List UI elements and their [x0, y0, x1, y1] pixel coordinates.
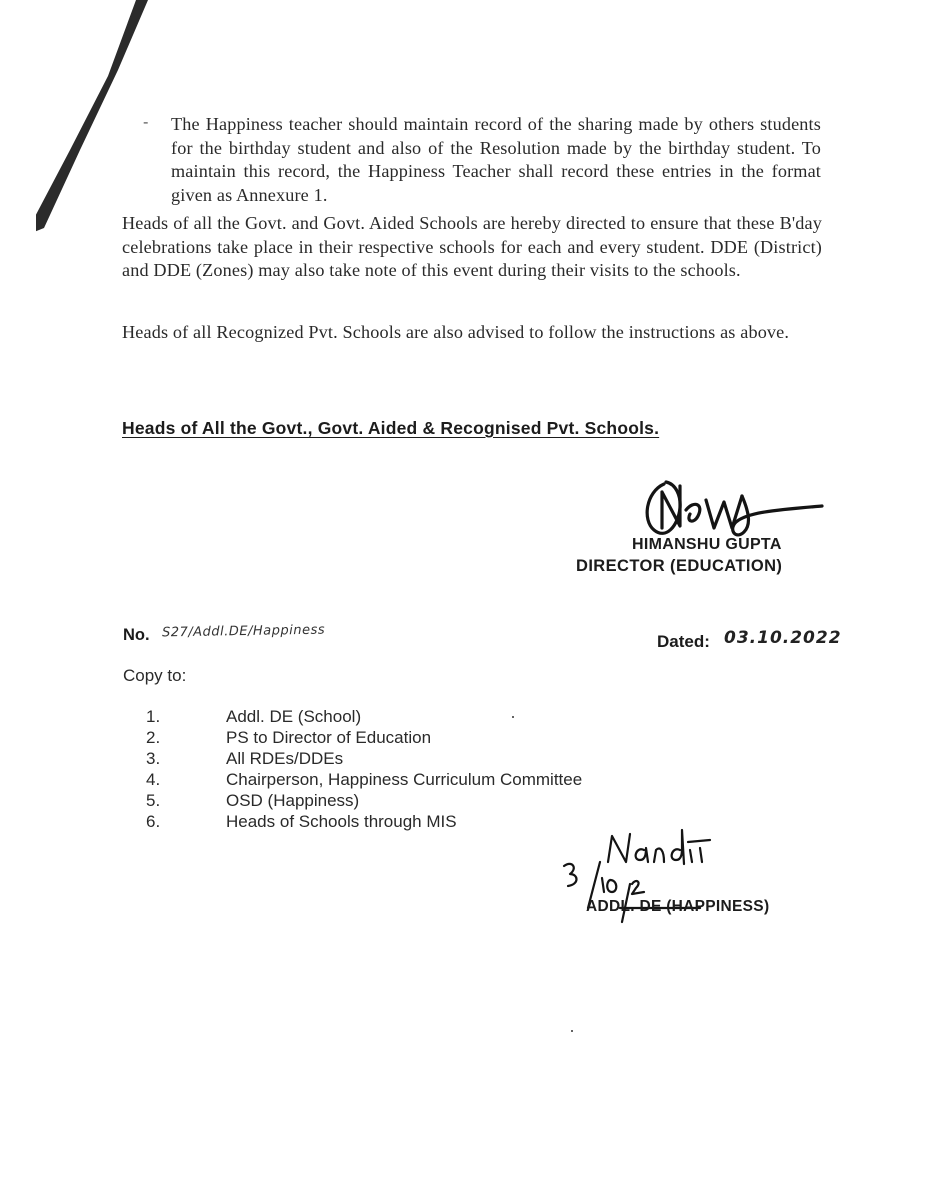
dated-value: 03.10.2022 [724, 628, 842, 648]
copy-list-text: Chairperson, Happiness Curriculum Committee [226, 770, 583, 789]
copy-list-text: OSD (Happiness) [226, 791, 360, 810]
copy-list-text: All RDEs/DDEs [226, 749, 344, 768]
signatory-name: HIMANSHU GUPTA [632, 536, 782, 553]
copy-list-number: 6. [146, 812, 161, 831]
bullet-dash: - [143, 112, 149, 131]
copy-list-number: 1. [146, 707, 161, 726]
addressee-heading: Heads of All the Govt., Govt. Aided & Recognised Pvt. Schools. [122, 418, 660, 438]
addl-de-signature [560, 826, 730, 936]
reference-number: S27/Addl.DE/Happiness [161, 622, 326, 641]
copy-list-number: 2. [146, 728, 161, 747]
second-signatory-title: ADDL. DE (HAPPINESS) [586, 898, 770, 915]
copy-list-text: Heads of Schools through MIS [226, 812, 457, 831]
copy-to-label: Copy to: [123, 666, 187, 685]
bullet-paragraph: The Happiness teacher should maintain record of the sharing made by others students for the birthday student and also of the Resolution made by the birthday student. To maintain this record, the Happiness Teacher shall record these entries in the format given as Annexure 1. [171, 114, 821, 205]
number-label: No. [123, 626, 150, 644]
paragraph-heads-govt: Heads of all the Govt. and Govt. Aided Schools are hereby directed to ensure that these B'day celebrations take place in their respective schools for each and every student. DDE (District) and DDE (Zones) may also take note of this event during their visits to the schools. [122, 213, 822, 280]
copy-list-text: Addl. DE (School) [226, 707, 362, 726]
copy-list-item [146, 707, 686, 728]
copy-list-item [146, 728, 686, 749]
copy-list-item [146, 749, 686, 770]
signatory-title: DIRECTOR (EDUCATION) [576, 557, 783, 575]
copy-list-text: PS to Director of Education [226, 728, 432, 747]
copy-list-number: 3. [146, 749, 161, 768]
scan-speck [512, 716, 514, 718]
page-fold-shadow [0, 0, 160, 240]
paragraph-heads-pvt: Heads of all Recognized Pvt. Schools are also advised to follow the instructions as above. [122, 322, 790, 342]
copy-list-number: 4. [146, 770, 161, 789]
copy-list [146, 707, 686, 833]
scan-speck [571, 1030, 573, 1032]
dated-label: Dated: [657, 632, 710, 651]
copy-list-item [146, 770, 686, 791]
copy-list-item [146, 791, 686, 812]
copy-list-number: 5. [146, 791, 161, 810]
